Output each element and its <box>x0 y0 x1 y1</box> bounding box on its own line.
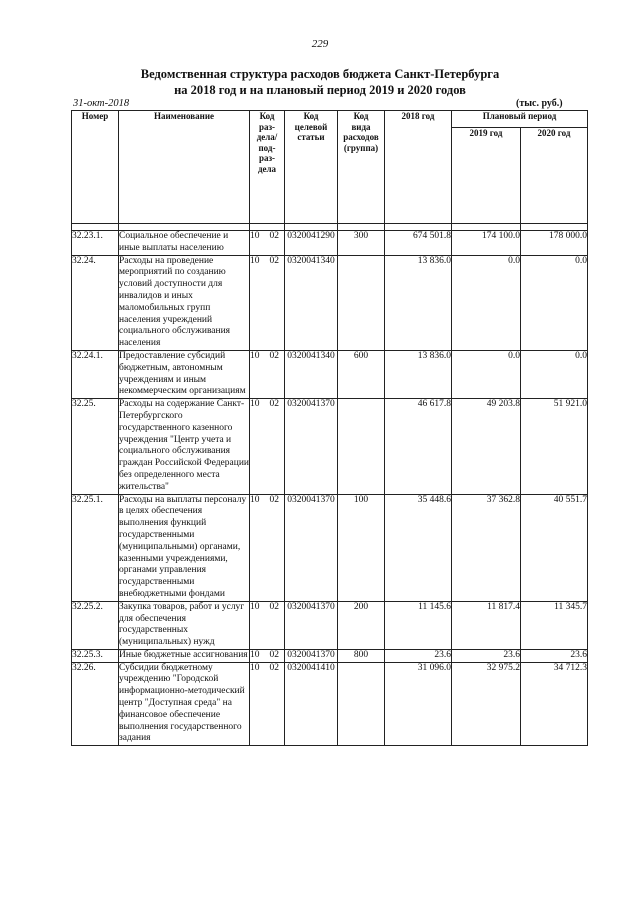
row-amount-2019: 0.0 <box>452 255 521 350</box>
row-vid-code: 600 <box>338 350 385 398</box>
document-date: 31-окт-2018 <box>73 98 130 109</box>
row-target-code: 0320041340 <box>285 350 338 398</box>
row-amount-2020: 0.0 <box>521 350 588 398</box>
header-razdel-line: под- <box>258 142 276 153</box>
row-number: 32.24. <box>72 255 119 350</box>
row-amount-2019: 0.0 <box>452 350 521 398</box>
row-name: Иные бюджетные ассигнования <box>119 649 250 662</box>
row-number: 32.24.1. <box>72 350 119 398</box>
row-vid-code <box>338 662 385 746</box>
row-number: 32.25.3. <box>72 649 119 662</box>
row-razdel-code: 10 <box>250 601 260 612</box>
page-number: 229 <box>311 38 329 50</box>
row-podrazdel-code: 02 <box>269 494 279 505</box>
row-razdel <box>250 231 285 256</box>
row-name: Предоставление субсидий бюджетным, автономным учреждениям и иным некоммерческим организациям <box>119 350 250 398</box>
table-row <box>72 399 588 494</box>
row-name: Закупка товаров, работ и услуг для обеспечения государственных (муниципальных) нужд <box>119 601 250 649</box>
row-target-code: 0320041370 <box>285 601 338 649</box>
header-spacer-row <box>72 224 588 231</box>
row-amount-2018: 46 617.8 <box>385 399 452 494</box>
row-amount-2018: 13 836.0 <box>385 350 452 398</box>
row-razdel <box>250 399 285 494</box>
row-number: 32.23.1. <box>72 231 119 256</box>
row-amount-2019: 174 100.0 <box>452 231 521 256</box>
header-target-line: статьи <box>297 132 325 142</box>
table-row <box>72 601 588 649</box>
row-amount-2020: 11 345.7 <box>521 601 588 649</box>
row-razdel-code: 10 <box>250 662 260 673</box>
row-amount-2020: 0.0 <box>521 255 588 350</box>
row-podrazdel-code: 02 <box>269 601 279 612</box>
units-label: (тыс. руб.) <box>516 98 563 109</box>
row-podrazdel-code: 02 <box>269 350 279 361</box>
header-year-2018: 2018 год <box>385 111 452 224</box>
header-vid <box>338 111 385 224</box>
header-razdel-line: дела/ <box>256 132 278 142</box>
row-number: 32.25.2. <box>72 601 119 649</box>
row-razdel-code: 10 <box>250 231 260 241</box>
row-amount-2019: 11 817.4 <box>452 601 521 649</box>
row-amount-2019: 49 203.8 <box>452 399 521 494</box>
row-vid-code: 200 <box>338 601 385 649</box>
header-target-line: целевой <box>294 121 328 132</box>
row-podrazdel-code: 02 <box>269 399 279 410</box>
document-title <box>100 66 540 98</box>
row-razdel <box>250 649 285 662</box>
row-podrazdel-code: 02 <box>269 662 279 673</box>
row-target-code: 0320041370 <box>285 494 338 601</box>
header-target <box>285 111 338 224</box>
row-target-code: 0320041290 <box>285 231 338 256</box>
row-amount-2019: 32 975.2 <box>452 662 521 746</box>
header-razdel-line: дела <box>257 163 277 174</box>
header-razdel <box>250 111 285 224</box>
table-row <box>72 231 588 256</box>
row-razdel-code: 10 <box>250 399 260 410</box>
row-amount-2020: 34 712.3 <box>521 662 588 746</box>
header-name: Наименование <box>119 111 250 224</box>
header-razdel-line: раз- <box>258 153 276 163</box>
header-vid-line: Код <box>353 111 369 121</box>
row-name: Субсидии бюджетному учреждению "Городской информационно-методический центр "Доступная среда" на финансовое обеспечение выполнения государственного задания <box>119 662 250 746</box>
header-target-line: Код <box>303 111 319 121</box>
row-razdel <box>250 255 285 350</box>
table-row <box>72 662 588 746</box>
budget-table <box>71 110 588 746</box>
row-vid-code <box>338 399 385 494</box>
header-razdel-line: Код <box>259 111 275 121</box>
row-vid-code: 800 <box>338 649 385 662</box>
row-vid-code: 300 <box>338 231 385 256</box>
row-target-code: 0320041370 <box>285 399 338 494</box>
header-planned-period: Плановый период <box>452 111 588 128</box>
row-amount-2018: 674 501.8 <box>385 231 452 256</box>
row-target-code: 0320041370 <box>285 649 338 662</box>
row-target-code: 0320041410 <box>285 662 338 746</box>
header-row <box>72 111 588 128</box>
row-name: Социальное обеспечение и иные выплаты населению <box>119 231 250 256</box>
row-vid-code <box>338 255 385 350</box>
table-row <box>72 255 588 350</box>
header-year-2019: 2019 год <box>452 128 521 224</box>
row-amount-2020: 23.6 <box>521 649 588 662</box>
row-amount-2019: 37 362.8 <box>452 494 521 601</box>
row-amount-2018: 35 448.6 <box>385 494 452 601</box>
row-razdel-code: 10 <box>250 494 260 505</box>
table-row <box>72 494 588 601</box>
row-podrazdel-code: 02 <box>269 255 279 266</box>
row-amount-2020: 40 551.7 <box>521 494 588 601</box>
title-line-1: Ведомственная структура расходов бюджета Санкт-Петербурга <box>140 67 500 81</box>
row-name: Расходы на проведение мероприятий по созданию условий доступности для инвалидов и иных маломобильных групп населения учреждений социального обслуживания населения <box>119 255 250 350</box>
row-razdel <box>250 601 285 649</box>
row-amount-2020: 178 000.0 <box>521 231 588 256</box>
header-razdel-line: раз- <box>258 121 276 132</box>
header-year-2020: 2020 год <box>521 128 588 224</box>
row-amount-2018: 31 096.0 <box>385 662 452 746</box>
header-vid-line: вида <box>351 121 371 132</box>
row-amount-2020: 51 921.0 <box>521 399 588 494</box>
row-amount-2018: 23.6 <box>385 649 452 662</box>
row-podrazdel-code: 02 <box>269 231 279 241</box>
row-number: 32.25. <box>72 399 119 494</box>
row-amount-2018: 11 145.6 <box>385 601 452 649</box>
row-name: Расходы на выплаты персоналу в целях обеспечения выполнения функций государственными (муниципальными) органами, казенными учреждениями, органами управления государственными внебюджетными фондами <box>119 494 250 601</box>
row-podrazdel-code: 02 <box>269 649 279 660</box>
row-amount-2019: 23.6 <box>452 649 521 662</box>
table-row <box>72 350 588 398</box>
row-target-code: 0320041340 <box>285 255 338 350</box>
row-number: 32.25.1. <box>72 494 119 601</box>
title-line-2: на 2018 год и на плановый период 2019 и 2020 годов <box>174 83 466 97</box>
table-row <box>72 649 588 662</box>
row-razdel <box>250 494 285 601</box>
row-number: 32.26. <box>72 662 119 746</box>
row-vid-code: 100 <box>338 494 385 601</box>
row-razdel <box>250 662 285 746</box>
table-body <box>72 231 588 746</box>
row-razdel <box>250 350 285 398</box>
row-razdel-code: 10 <box>250 649 260 660</box>
header-vid-line: (группа) <box>343 142 379 153</box>
row-amount-2018: 13 836.0 <box>385 255 452 350</box>
row-name: Расходы на содержание Санкт-Петербургского государственного казенного учреждения "Центр учета и социального обслуживания граждан Российской Федерации без определенного места жительства" <box>119 399 250 494</box>
row-razdel-code: 10 <box>250 255 260 266</box>
header-number: Номер <box>72 111 119 224</box>
header-vid-line: расходов <box>343 132 379 142</box>
row-razdel-code: 10 <box>250 350 260 361</box>
